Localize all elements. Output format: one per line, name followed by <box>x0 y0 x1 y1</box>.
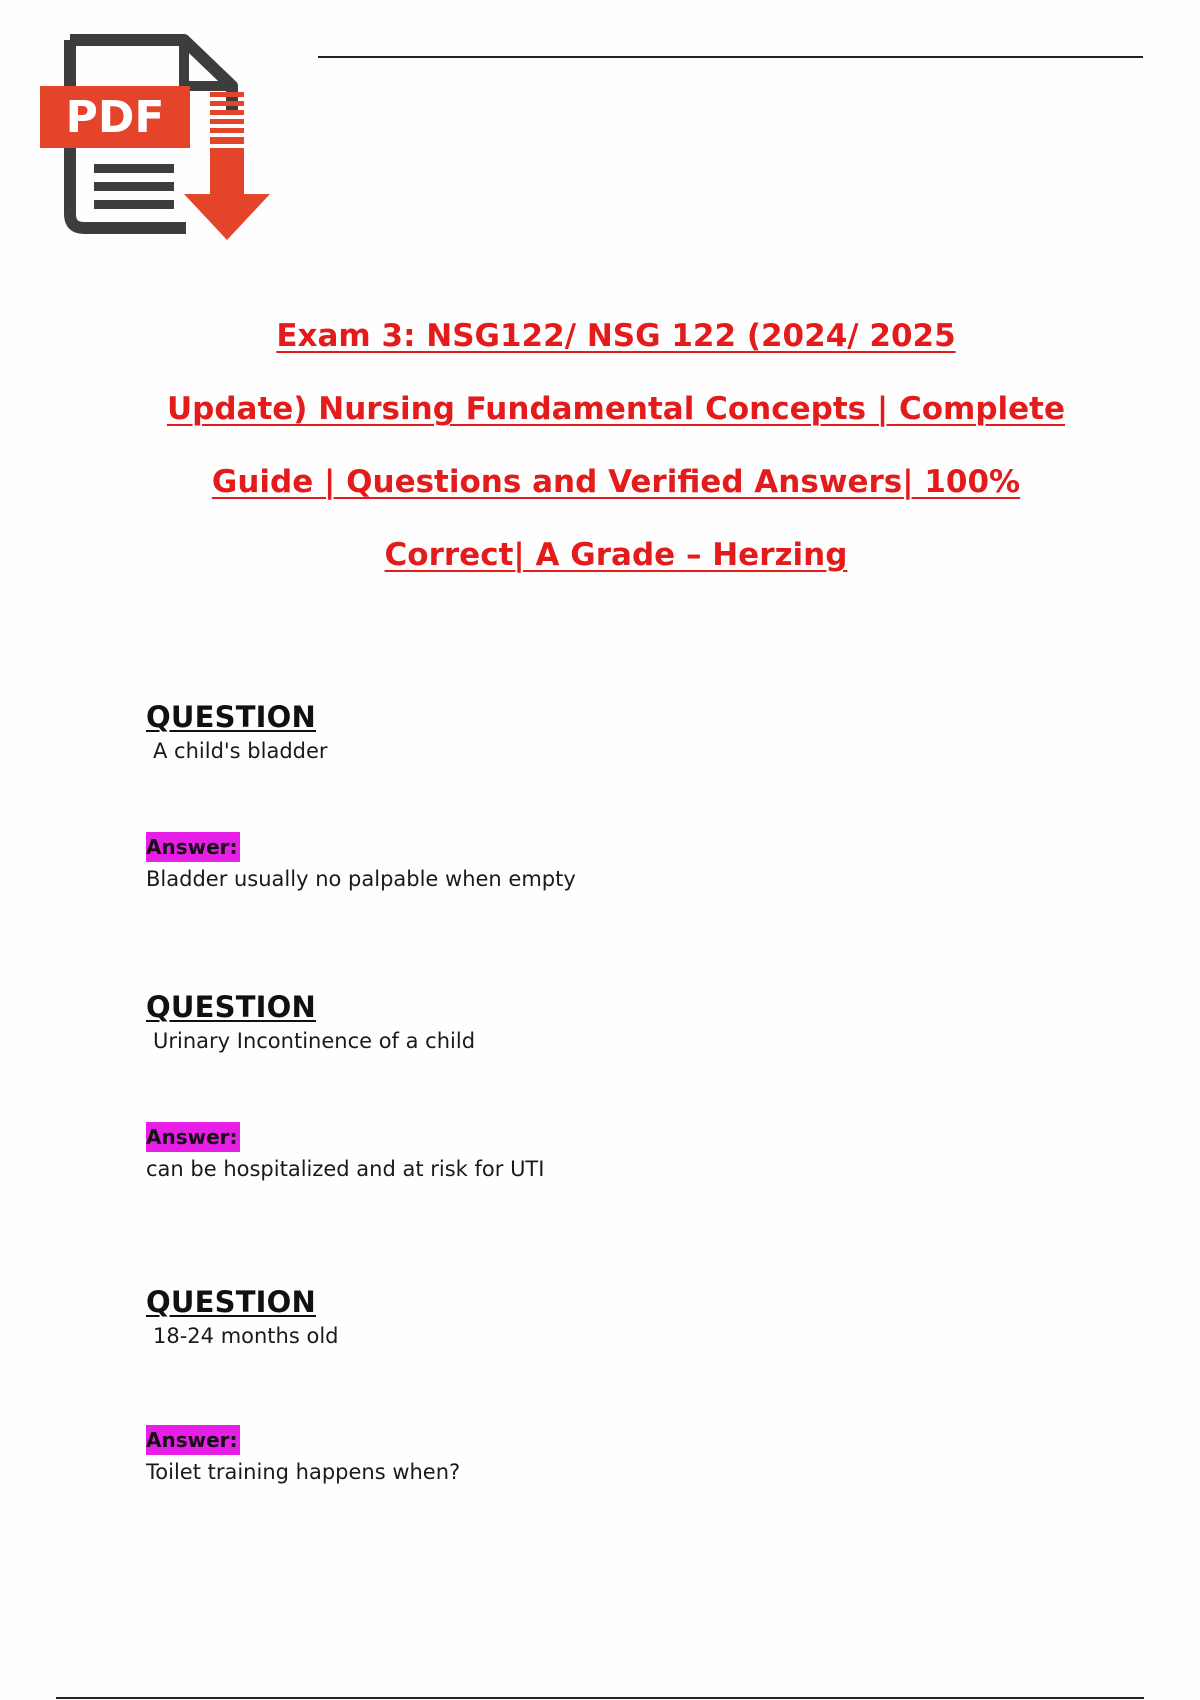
answer-label: Answer: <box>146 832 240 862</box>
answer-text: can be hospitalized and at risk for UTI <box>146 1157 545 1181</box>
question-text: A child's bladder <box>153 739 328 763</box>
question-heading: QUESTION <box>146 700 316 734</box>
footer-rule <box>56 1697 1144 1699</box>
answer-label: Answer: <box>146 1122 240 1152</box>
document-title <box>120 300 1112 592</box>
question-text: Urinary Incontinence of a child <box>153 1029 476 1053</box>
header-rule <box>318 56 1143 58</box>
qa-item <box>146 990 1046 1181</box>
pdf-download-icon <box>36 34 286 249</box>
qa-item <box>146 700 1046 891</box>
pdf-badge-label: PDF <box>65 92 165 143</box>
answer-block <box>146 1425 460 1487</box>
title-line: Guide | Questions and Verified Answers| 100% <box>211 464 1021 500</box>
answer-text: Toilet training happens when? <box>146 1460 461 1484</box>
qa-item <box>146 1285 1046 1484</box>
question-heading: QUESTION <box>146 990 316 1024</box>
answer-text: Bladder usually no palpable when empty <box>146 867 576 891</box>
title-line: Correct| A Grade – Herzing <box>384 537 848 573</box>
question-text: 18-24 months old <box>153 1324 339 1348</box>
question-heading: QUESTION <box>146 1285 316 1319</box>
answer-block <box>146 832 576 894</box>
answer-label: Answer: <box>146 1425 240 1455</box>
title-line: Update) Nursing Fundamental Concepts | Complete <box>166 391 1066 427</box>
answer-block <box>146 1122 544 1184</box>
title-line: Exam 3: NSG122/ NSG 122 (2024/ 2025 <box>276 318 956 354</box>
